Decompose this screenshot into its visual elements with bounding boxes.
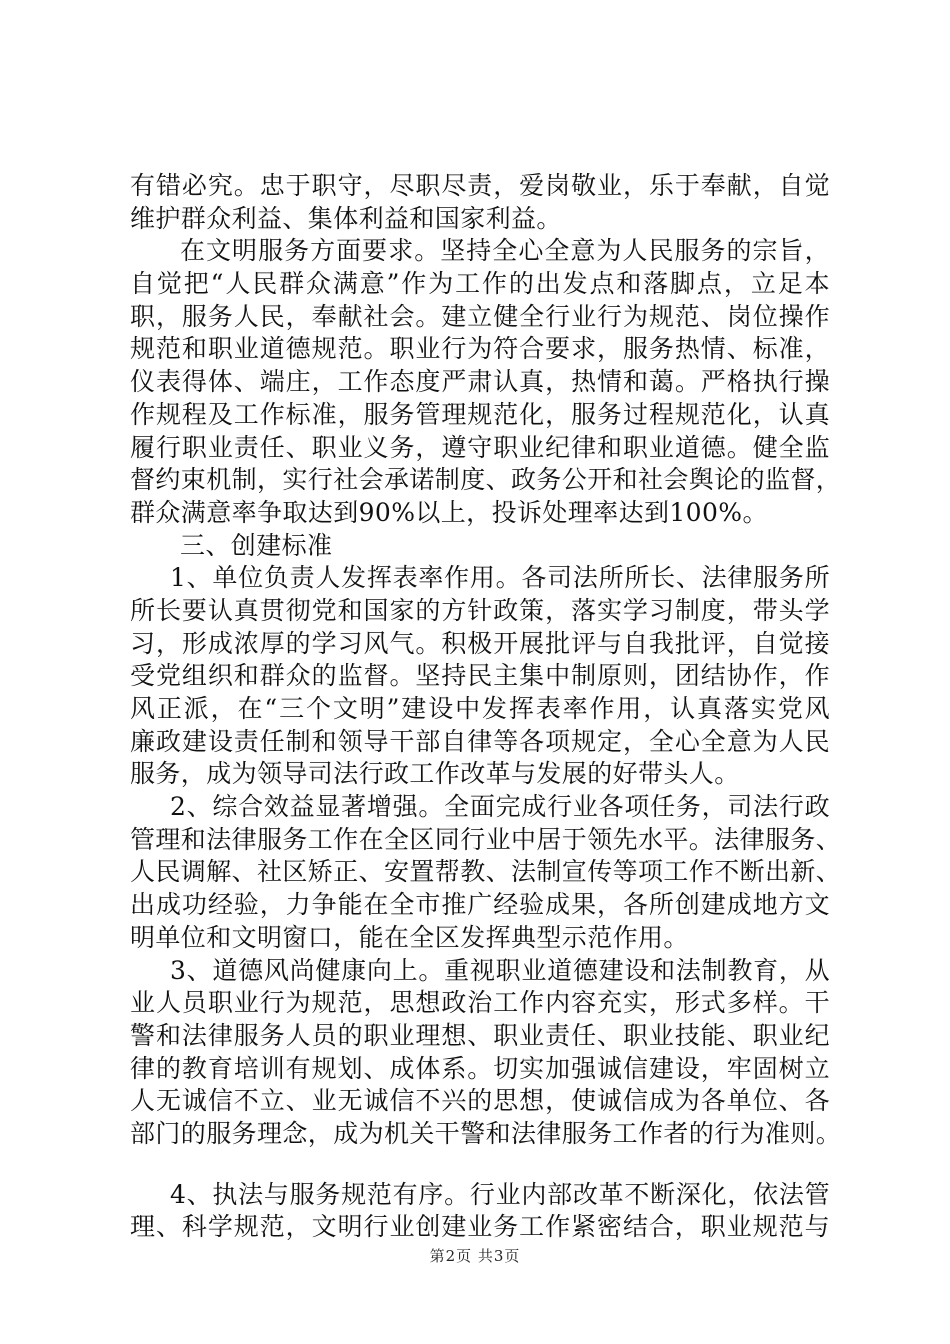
document-body	[130, 170, 842, 1244]
text-line: 三、创建标准	[180, 530, 333, 560]
text-line: 管理和法律服务工作在全区同行业中居于领先水平。法律服务、	[130, 824, 842, 854]
text-line: 自觉把“人民群众满意”作为工作的出发点和落脚点，立足本	[130, 269, 830, 299]
text-line: 明单位和文明窗口，能在全区发挥典型示范作用。	[130, 922, 689, 952]
text-line: 仪表得体、端庄，工作态度严肃认真，热情和蔼。严格执行操	[130, 367, 830, 397]
text-line: 维护群众利益、集体利益和国家利益。	[130, 203, 562, 233]
text-line	[130, 1151, 830, 1179]
text-line: 服务，成为领导司法行政工作改革与发展的好带头人。	[130, 759, 740, 789]
text-line: 履行职业责任、职业义务，遵守职业纪律和职业道德。健全监	[130, 432, 830, 462]
text-line: 督约束机制，实行社会承诺制度、政务公开和社会舆论的监督，	[130, 465, 842, 495]
text-line: 2、综合效益显著增强。全面完成行业各项任务，司法行政	[170, 792, 830, 822]
text-line: 3、道德风尚健康向上。重视职业道德建设和法制教育，从	[170, 955, 830, 985]
text-line: 受党组织和群众的监督。坚持民主集中制原则，团结协作，作	[130, 661, 830, 691]
text-line: 职，服务人民，奉献社会。建立健全行业行为规范、岗位操作	[130, 301, 830, 331]
text-line: 规范和职业道德规范。职业行为符合要求，服务热情、标准，	[130, 334, 830, 364]
text-line: 警和法律服务人员的职业理想、职业责任、职业技能、职业纪	[130, 1020, 830, 1050]
text-line: 作规程及工作标准，服务管理规范化，服务过程规范化，认真	[130, 399, 830, 429]
text-line: 部门的服务理念，成为机关干警和法律服务工作者的行为准则。	[130, 1118, 842, 1148]
text-line: 出成功经验，力争能在全市推广经验成果，各所创建成地方文	[130, 890, 830, 920]
text-line: 4、执法与服务规范有序。行业内部改革不断深化，依法管	[170, 1179, 830, 1209]
text-line: 所长要认真贯彻党和国家的方针政策，落实学习制度，带头学	[130, 595, 830, 625]
text-line: 廉政建设责任制和领导干部自律等各项规定，全心全意为人民	[130, 726, 830, 756]
text-line: 人无诚信不立、业无诚信不兴的思想，使诚信成为各单位、各	[130, 1086, 830, 1116]
text-line: 业人员职业行为规范，思想政治工作内容充实，形式多样。干	[130, 988, 830, 1018]
text-line: 1、单位负责人发挥表率作用。各司法所所长、法律服务所	[170, 563, 830, 593]
text-line: 群众满意率争取达到90%以上，投诉处理率达到100%。	[130, 497, 768, 527]
text-line: 在文明服务方面要求。坚持全心全意为人民服务的宗旨，	[180, 236, 830, 266]
text-line: 律的教育培训有规划、成体系。切实加强诚信建设，牢固树立	[130, 1053, 830, 1083]
text-line: 理、科学规范，文明行业创建业务工作紧密结合，职业规范与	[130, 1212, 830, 1242]
text-line: 习，形成浓厚的学习风气。积极开展批评与自我批评，自觉接	[130, 628, 830, 658]
text-line: 有错必究。忠于职守，尽职尽责，爱岗敬业，乐于奉献，自觉	[130, 171, 830, 200]
text-line: 人民调解、社区矫正、安置帮教、法制宣传等项工作不断出新、	[130, 857, 842, 887]
text-line: 风正派，在“三个文明”建设中发挥表率作用，认真落实党风	[130, 694, 830, 723]
page-footer: 第2页 共3页	[429, 1247, 521, 1265]
